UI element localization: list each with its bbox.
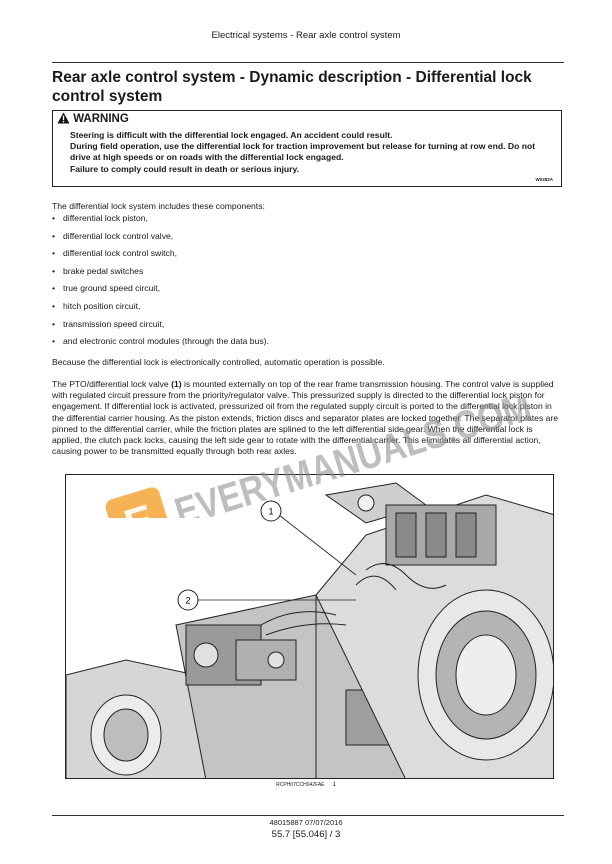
- list-item: • and electronic control modules (through the data bus).: [52, 336, 269, 347]
- footer-document-number: 48015887 07/07/2016: [269, 818, 343, 827]
- list-item-text: brake pedal switches: [63, 265, 144, 276]
- list-item-text: differential lock control valve,: [63, 230, 174, 241]
- list-item-text: differential lock piston,: [63, 213, 148, 223]
- figure-caption: [0, 782, 612, 788]
- valve-paragraph: [52, 379, 564, 457]
- figure-code: RCPH07CCH042FAE: [276, 782, 325, 788]
- running-header: Electrical systems - Rear axle control system: [211, 30, 401, 41]
- warning-code: W0282A: [535, 177, 553, 182]
- list-item: • differential lock control valve,: [52, 230, 174, 241]
- footer-page-number: 55.7 [55.046] / 3: [271, 829, 341, 840]
- watermark-text: EVERYMANUALS.COM: [169, 398, 550, 518]
- warning-line: Failure to comply could result in death or serious injury.: [70, 163, 300, 174]
- valve-callout-ref: (1): [171, 379, 182, 389]
- warning-box: [52, 110, 562, 187]
- list-item-text: transmission speed circuit,: [63, 318, 165, 329]
- automatic-operation-paragraph: Because the differential lock is electronically controlled, automatic operation is possible.: [52, 357, 385, 367]
- valve-text-before: The PTO/differential lock valve: [52, 379, 172, 389]
- list-item-text: hitch position circuit,: [63, 300, 141, 311]
- footer-rule: [52, 815, 564, 816]
- list-item-text: differential lock control switch,: [63, 248, 177, 259]
- callout-2: 2: [185, 595, 191, 606]
- list-item: • differential lock control switch,: [52, 248, 177, 259]
- valve-text-after: is mounted externally on top of the rear frame transmission housing. The control valve is supplied with regulated circuit pressure from the priority/regulator valve. This pressurized supply is directed to the differential lock piston for engagement. If differential lock is activated, pressurized oil from the regulated supply circuit is ported to the differential lock piston in the differential carrier housing. As the piston extends, friction discs and separator plates are locked together. The separator plates are pinned to the differential carrier, while the friction plates are splined to the left differential side gear. When the differential lock is applied, the clutch pack locks, causing the left side gear to rotate with the differential carrier. This eliminates all differential action, causing power to be transmitted equally through both rear axles.: [52, 379, 559, 457]
- component-list: [52, 213, 269, 354]
- figure-number: 1: [332, 782, 336, 788]
- warning-triangle-icon: [57, 112, 70, 124]
- warning-header: [57, 112, 129, 125]
- callout-1: 1: [268, 506, 274, 517]
- warning-label: WARNING: [73, 113, 129, 125]
- list-item-text: and electronic control modules (through the data bus).: [63, 336, 269, 347]
- transmission-housing-illustration: [66, 475, 554, 779]
- list-item: • hitch position circuit,: [52, 300, 141, 311]
- warning-line: During field operation, use the differential lock for traction improvement but release for turning at row end. Do not drive at high speeds or on roads with the differential lock engaged.: [70, 141, 536, 163]
- list-item: • differential lock piston,: [52, 213, 148, 223]
- intro-paragraph: The differential lock system includes these components:: [52, 201, 265, 211]
- warning-text: [70, 130, 555, 175]
- list-item: • transmission speed circuit,: [52, 318, 165, 329]
- list-item: • brake pedal switches: [52, 265, 144, 276]
- list-item: • true ground speed circuit,: [52, 283, 160, 294]
- warning-line: Steering is difficult with the differential lock engaged. An accident could result.: [70, 130, 393, 140]
- header-rule: [52, 62, 564, 63]
- transmission-housing-figure: [65, 474, 554, 779]
- page-title: Rear axle control system - Dynamic description - Differential lock control system: [52, 69, 532, 105]
- list-item-text: true ground speed circuit,: [63, 283, 160, 294]
